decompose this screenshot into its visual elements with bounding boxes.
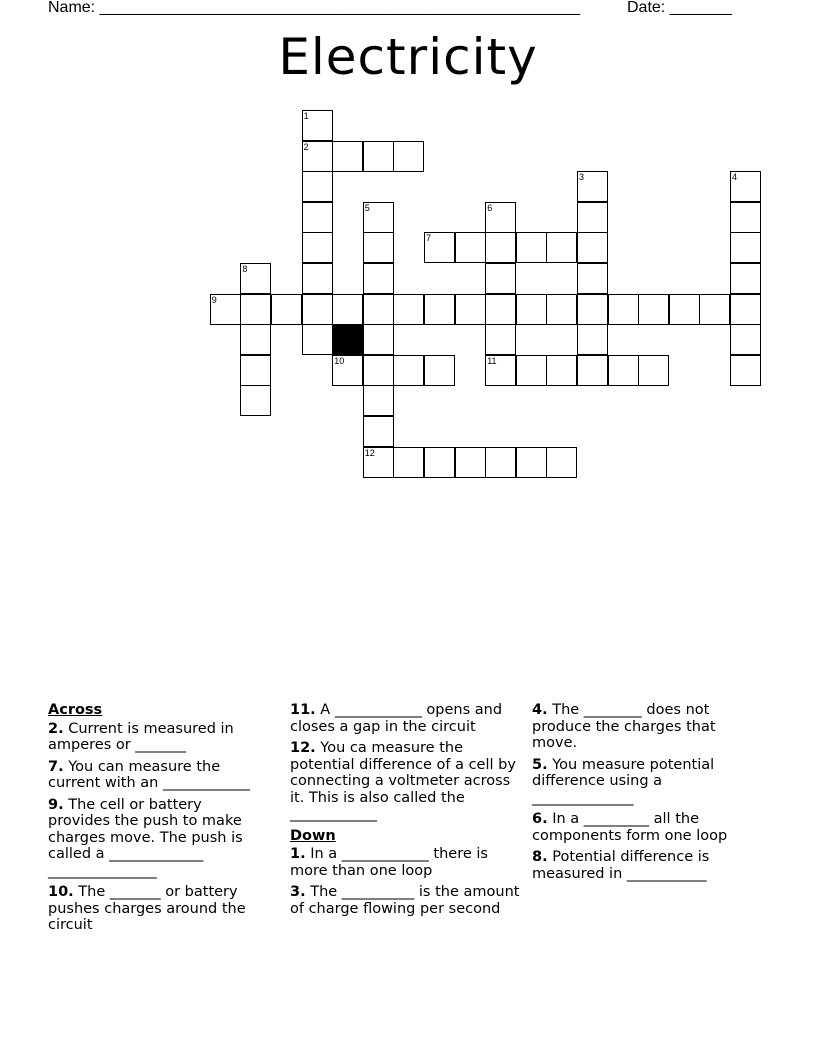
- clue: [290, 740, 526, 823]
- clue: [532, 757, 747, 807]
- cell-number: 7: [426, 233, 432, 244]
- grid-cell[interactable]: [363, 202, 394, 233]
- grid-cell[interactable]: [455, 232, 486, 263]
- clue-number: 2.: [48, 720, 64, 737]
- across-clue-list: [290, 702, 526, 823]
- grid-cell[interactable]: [424, 447, 455, 478]
- grid-cell[interactable]: [302, 294, 333, 325]
- grid-cell[interactable]: [271, 294, 302, 325]
- grid-cell[interactable]: [485, 294, 516, 325]
- grid-cell[interactable]: [608, 294, 639, 325]
- across-heading: Across: [48, 702, 103, 718]
- clue: [48, 721, 263, 754]
- grid-cell[interactable]: [638, 294, 669, 325]
- grid-cell[interactable]: [332, 294, 363, 325]
- cell-number: 1: [303, 111, 309, 121]
- grid-cell[interactable]: [730, 324, 761, 355]
- grid-cell[interactable]: [546, 355, 577, 386]
- grid-cell[interactable]: [240, 263, 271, 294]
- grid-cell[interactable]: [424, 232, 455, 263]
- clue-number: 6.: [532, 811, 548, 827]
- grid-cell[interactable]: [363, 416, 394, 447]
- grid-cell[interactable]: [393, 355, 424, 386]
- clue: [290, 846, 526, 879]
- grid-cell[interactable]: [485, 447, 516, 478]
- clue: [48, 759, 263, 792]
- grid-cell[interactable]: [730, 232, 761, 263]
- clue: [48, 884, 263, 934]
- clue-text: The cell or battery provides the push to make charges move. The push is called a _____________ _______________: [48, 796, 243, 879]
- name-line: Name: ______________________________________________________: [48, 0, 581, 16]
- clue: [532, 811, 747, 844]
- clue-text: In a ____________ there is more than one loop: [290, 846, 488, 879]
- grid-cell[interactable]: [302, 202, 333, 233]
- grid-cell[interactable]: [302, 324, 333, 355]
- cell-number: 11: [487, 355, 497, 366]
- grid-cell[interactable]: [363, 447, 394, 478]
- grid-cell[interactable]: [210, 294, 241, 325]
- crossword-grid: [0, 0, 816, 500]
- cell-number: 8: [242, 264, 248, 274]
- grid-cell[interactable]: [455, 294, 486, 325]
- clue: [290, 702, 526, 735]
- grid-cell[interactable]: [240, 385, 271, 416]
- clue-number: 12.: [290, 740, 316, 756]
- clues-column-2: [290, 702, 526, 922]
- grid-cell[interactable]: [730, 294, 761, 325]
- grid-cell[interactable]: [302, 110, 333, 141]
- grid-cell[interactable]: [546, 447, 577, 478]
- clue-text: Potential difference is measured in ___________: [532, 849, 710, 882]
- clue-text: In a _________ all the components form one loop: [532, 811, 728, 844]
- grid-cell[interactable]: [577, 355, 608, 386]
- grid-cell[interactable]: [393, 447, 424, 478]
- grid-cell[interactable]: [577, 294, 608, 325]
- clue: [48, 797, 263, 880]
- clue-number: 1.: [290, 846, 306, 862]
- grid-cell[interactable]: [363, 263, 394, 294]
- clue-text: The _______ or battery pushes charges around the circuit: [48, 884, 246, 933]
- clue-text: The __________ is the amount of charge flowing per second: [290, 884, 520, 917]
- grid-cell[interactable]: [363, 355, 394, 386]
- grid-cell[interactable]: [699, 294, 730, 325]
- grid-cell[interactable]: [302, 232, 333, 263]
- clues-column-1: [48, 702, 263, 939]
- grid-cell[interactable]: [240, 324, 271, 355]
- grid-cell[interactable]: [485, 324, 516, 355]
- page-title: Electricity: [278, 28, 538, 86]
- grid-cell[interactable]: [485, 355, 516, 386]
- down-heading: Down: [290, 827, 336, 844]
- grid-cell[interactable]: [546, 294, 577, 325]
- grid-cell[interactable]: [302, 171, 333, 202]
- grid-cell[interactable]: [240, 294, 271, 325]
- grid-cell[interactable]: [730, 171, 761, 202]
- clue-number: 5.: [532, 756, 548, 773]
- grid-cell[interactable]: [577, 263, 608, 294]
- clue: [532, 849, 747, 882]
- clue-text: You can measure the current with an ____________: [48, 758, 250, 791]
- grid-cell[interactable]: [332, 355, 363, 386]
- grid-cell[interactable]: [302, 263, 333, 294]
- grid-cell[interactable]: [393, 141, 424, 172]
- grid-cell[interactable]: [302, 141, 333, 172]
- clue-number: 4.: [532, 702, 548, 718]
- cell-number: 6: [487, 202, 493, 213]
- grid-cell[interactable]: [363, 141, 394, 172]
- grid-cell[interactable]: [577, 202, 608, 233]
- grid-cell[interactable]: [577, 324, 608, 355]
- cell-number: 10: [334, 355, 345, 366]
- grid-cell[interactable]: [363, 324, 394, 355]
- grid-cell[interactable]: [608, 355, 639, 386]
- cell-number: 2: [303, 141, 309, 152]
- clue-text: Current is measured in amperes or _______: [48, 720, 234, 753]
- clues-column-3: [532, 702, 747, 887]
- grid-cell[interactable]: [669, 294, 700, 325]
- clue-number: 9.: [48, 796, 64, 813]
- date-line: Date: _______: [627, 0, 732, 16]
- grid-cell[interactable]: [546, 232, 577, 263]
- grid-cell[interactable]: [485, 263, 516, 294]
- grid-cell[interactable]: [516, 447, 547, 478]
- grid-cell[interactable]: [363, 385, 394, 416]
- cell-number: 3: [579, 172, 585, 183]
- grid-cell[interactable]: [424, 355, 455, 386]
- grid-cell[interactable]: [577, 171, 608, 202]
- clue-text: A ____________ opens and closes a gap in the circuit: [290, 702, 503, 735]
- clue-number: 7.: [48, 758, 64, 775]
- grid-cell[interactable]: [455, 447, 486, 478]
- grid-cell[interactable]: [363, 232, 394, 263]
- grid-cell[interactable]: [516, 232, 547, 263]
- grid-cell[interactable]: [393, 294, 424, 325]
- cell-number: 12: [364, 447, 375, 458]
- grid-cell[interactable]: [332, 141, 363, 172]
- grid-cell[interactable]: [424, 294, 455, 325]
- cell-number: 4: [732, 172, 738, 183]
- black-cell: [332, 324, 363, 355]
- clue-text: You measure potential difference using a ______________: [532, 756, 715, 806]
- clue-text: The ________ does not produce the charges that move.: [532, 702, 716, 751]
- grid-cell[interactable]: [516, 294, 547, 325]
- clue-number: 11.: [290, 702, 316, 718]
- grid-cell[interactable]: [516, 355, 547, 386]
- clue: [532, 702, 747, 752]
- clue-text: You ca measure the potential difference of a cell by connecting a voltmeter across it. This is also called the ____________: [290, 740, 516, 822]
- grid-cell[interactable]: [485, 232, 516, 263]
- grid-cell[interactable]: [240, 355, 271, 386]
- clue-number: 10.: [48, 884, 74, 900]
- cell-number: 9: [211, 294, 217, 305]
- down-clue-list: [290, 846, 526, 917]
- clue: [290, 884, 526, 917]
- clue-number: 8.: [532, 849, 548, 865]
- grid-cell[interactable]: [730, 202, 761, 233]
- grid-cell[interactable]: [730, 263, 761, 294]
- grid-cell[interactable]: [485, 202, 516, 233]
- grid-cell[interactable]: [638, 355, 669, 386]
- grid-cell[interactable]: [730, 355, 761, 386]
- grid-cell[interactable]: [577, 232, 608, 263]
- across-clue-list: [48, 721, 263, 934]
- clue-number: 3.: [290, 884, 306, 900]
- cell-number: 5: [364, 202, 370, 213]
- down-clue-list: [532, 702, 747, 882]
- grid-cell[interactable]: [363, 294, 394, 325]
